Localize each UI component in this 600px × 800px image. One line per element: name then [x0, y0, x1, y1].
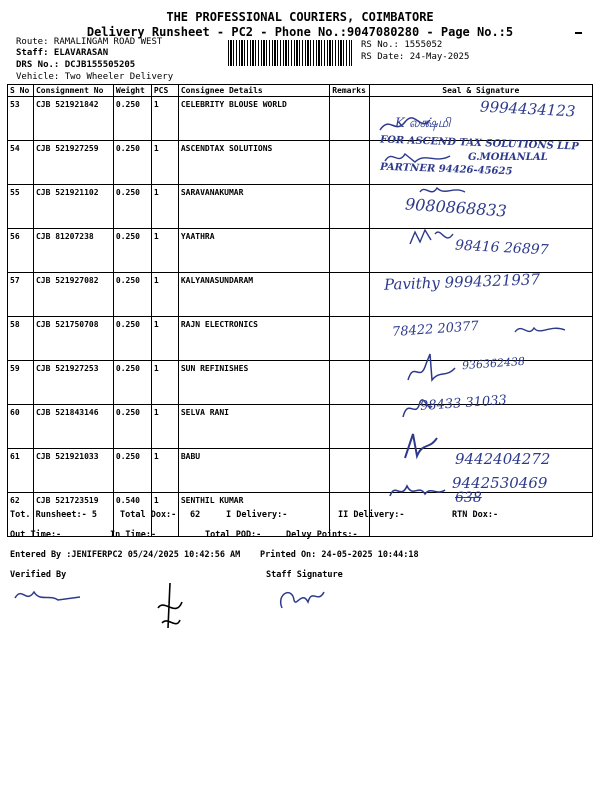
dash-mark: [575, 32, 582, 34]
cell-pcs: 1: [151, 97, 178, 141]
cell-remarks: [329, 449, 369, 493]
handwritten-text-58: 78422 20377: [391, 318, 480, 341]
handwritten-name-53: K லக்ஷ்மி: [395, 116, 451, 131]
cell-consignment: CJB 521927082: [33, 273, 113, 317]
total-dox-value: 62: [190, 510, 201, 520]
cell-weight: 0.250: [113, 273, 151, 317]
signature-scribble-54: [380, 146, 470, 168]
cell-weight: 0.250: [113, 229, 151, 273]
company-title: THE PROFESSIONAL COURIERS, COIMBATORE: [166, 10, 434, 24]
col-header-sno: S No: [8, 85, 34, 97]
cell-consignee: KALYANASUNDARAM: [178, 273, 329, 317]
signature-scribble-58: [510, 318, 580, 342]
vehicle-label: Vehicle: Two Wheeler Delivery: [16, 72, 174, 82]
cell-weight: 0.250: [113, 449, 151, 493]
table-row: [8, 317, 593, 361]
cell-pcs: 1: [151, 361, 178, 405]
cell-consignee: SARAVANAKUMAR: [178, 185, 329, 229]
cell-consignee: CELEBRITY BLOUSE WORLD: [178, 97, 329, 141]
verified-by-label: Verified By: [10, 570, 67, 580]
cell-consignment: CJB 521921842: [33, 97, 113, 141]
cell-consignment: CJB 81207238: [33, 229, 113, 273]
cell-consignee: BABU: [178, 449, 329, 493]
cell-sno: 57: [8, 273, 34, 317]
cell-sno: 62: [8, 493, 34, 537]
delivery-points-label: Delvy Points:-: [286, 530, 358, 540]
cell-consignment: CJB 521921033: [33, 449, 113, 493]
staff-signature-label: Staff Signature: [266, 570, 343, 580]
rs-number: RS No.: 1555052: [361, 40, 443, 50]
cell-weight: 0.250: [113, 185, 151, 229]
cell-pcs: 1: [151, 185, 178, 229]
total-runsheet: Tot. Runsheet:- 5: [10, 510, 97, 520]
cell-remarks: [329, 405, 369, 449]
cell-pcs: 1: [151, 141, 178, 185]
handwritten-phone-53: 9994434123: [479, 97, 576, 121]
col-header-pcs: PCS: [151, 85, 178, 97]
handwritten-phone-62: 9442530469: [452, 474, 548, 492]
staff-signature: [272, 580, 332, 616]
handwritten-phone-61: 9442404272: [455, 450, 551, 468]
cell-consignment: CJB 521927259: [33, 141, 113, 185]
cell-pcs: 1: [151, 229, 178, 273]
signature-scribble-56: [405, 224, 485, 254]
handwritten-company-54: FOR ASCEND TAX SOLUTIONS LLP: [379, 134, 579, 153]
cell-consignment: CJB 521723519: [33, 493, 113, 537]
cell-remarks: [329, 273, 369, 317]
handwritten-code-62: 638: [455, 490, 482, 506]
cell-sno: 56: [8, 229, 34, 273]
cell-remarks: [329, 185, 369, 229]
total-pod-label: Total POD:-: [205, 530, 262, 540]
signature-scribble-53: [375, 110, 495, 140]
handwritten-partner-54: PARTNER 94426-45625: [379, 161, 513, 178]
col-header-weight: Weight: [113, 85, 151, 97]
handwritten-text-57: Pavithy 9994321937: [383, 270, 541, 294]
col-header-consignee: Consignee Details: [178, 85, 329, 97]
total-dox-label: Total Dox:-: [120, 510, 177, 520]
cell-pcs: 1: [151, 449, 178, 493]
cell-consignment: CJB 521921102: [33, 185, 113, 229]
rs-date: RS Date: 24-May-2025: [361, 52, 470, 62]
cell-remarks: [329, 317, 369, 361]
out-time-label: Out Time:-: [10, 530, 62, 540]
staff-label: Staff: ELAVARASAN: [16, 48, 109, 58]
signature-scribble-61: [395, 430, 445, 462]
signature-scribble-59: [400, 350, 470, 390]
signature-scribble-62: [385, 478, 450, 504]
cell-pcs: 1: [151, 273, 178, 317]
col-header-signature: Seal & Signature: [369, 85, 592, 97]
cell-weight: 0.250: [113, 317, 151, 361]
drs-number: DRS No.: DCJB155505205: [16, 60, 136, 70]
in-time-label: In Time:-: [110, 530, 157, 540]
cell-consignment: CJB 521843146: [33, 405, 113, 449]
cell-sno: 58: [8, 317, 34, 361]
cell-consignment: CJB 521927253: [33, 361, 113, 405]
handwritten-phone-59: 936362438: [461, 354, 526, 373]
cell-remarks: [329, 229, 369, 273]
handwritten-phone-55: 9080868833: [404, 194, 508, 221]
cell-remarks: [329, 141, 369, 185]
cell-consignee: ASCENDTAX SOLUTIONS: [178, 141, 329, 185]
cell-consignee: SENTHIL KUMAR: [178, 493, 329, 537]
runsheet-subtitle: Delivery Runsheet - PC2 - Phone No.:9047080280 - Page No.:5: [86, 25, 514, 39]
cell-consignee: SUN REFINISHES: [178, 361, 329, 405]
ii-delivery-label: II Delivery:-: [338, 510, 405, 520]
cell-weight: 0.250: [113, 141, 151, 185]
cell-consignment: CJB 521750708: [33, 317, 113, 361]
handwritten-name-54: G.MOHANLAL: [468, 152, 548, 163]
cell-sno: 60: [8, 405, 34, 449]
cell-pcs: 1: [151, 493, 178, 537]
col-header-remarks: Remarks: [329, 85, 369, 97]
verifier-signature: [10, 582, 90, 608]
table-header-row: [8, 85, 593, 97]
cell-consignee: YAATHRA: [178, 229, 329, 273]
printed-on: Printed On: 24-05-2025 10:44:18: [260, 550, 419, 560]
barcode-image: [228, 40, 352, 66]
cell-sno: 53: [8, 97, 34, 141]
cell-consignee: SELVA RANI: [178, 405, 329, 449]
cell-weight: 0.250: [113, 361, 151, 405]
cell-pcs: 1: [151, 405, 178, 449]
cell-pcs: 1: [151, 317, 178, 361]
cell-sno: 55: [8, 185, 34, 229]
cell-weight: 0.250: [113, 405, 151, 449]
table-row: [8, 405, 593, 449]
cell-sno: 59: [8, 361, 34, 405]
col-header-consignment: Consignment No: [33, 85, 113, 97]
staff-signature-mark: [150, 578, 190, 638]
signature-scribble-55: [415, 180, 485, 202]
signature-scribble-60: [398, 392, 438, 422]
i-delivery-label: I Delivery:-: [226, 510, 288, 520]
cell-sno: 54: [8, 141, 34, 185]
cell-remarks: [329, 361, 369, 405]
cell-weight: 0.540: [113, 493, 151, 537]
cell-consignee: RAJN ELECTRONICS: [178, 317, 329, 361]
cell-weight: 0.250: [113, 97, 151, 141]
rtn-dox-label: RTN Dox:-: [452, 510, 499, 520]
handwritten-phone-60: 98433 31033: [419, 392, 508, 415]
handwritten-phone-56: 98416 26897: [454, 237, 549, 259]
cell-sno: 61: [8, 449, 34, 493]
entered-by: Entered By :JENIFERPC2 05/24/2025 10:42:56 AM: [10, 550, 241, 560]
route-label: Route: RAMALINGAM ROAD WEST: [16, 37, 163, 47]
cell-remarks: [329, 97, 369, 141]
